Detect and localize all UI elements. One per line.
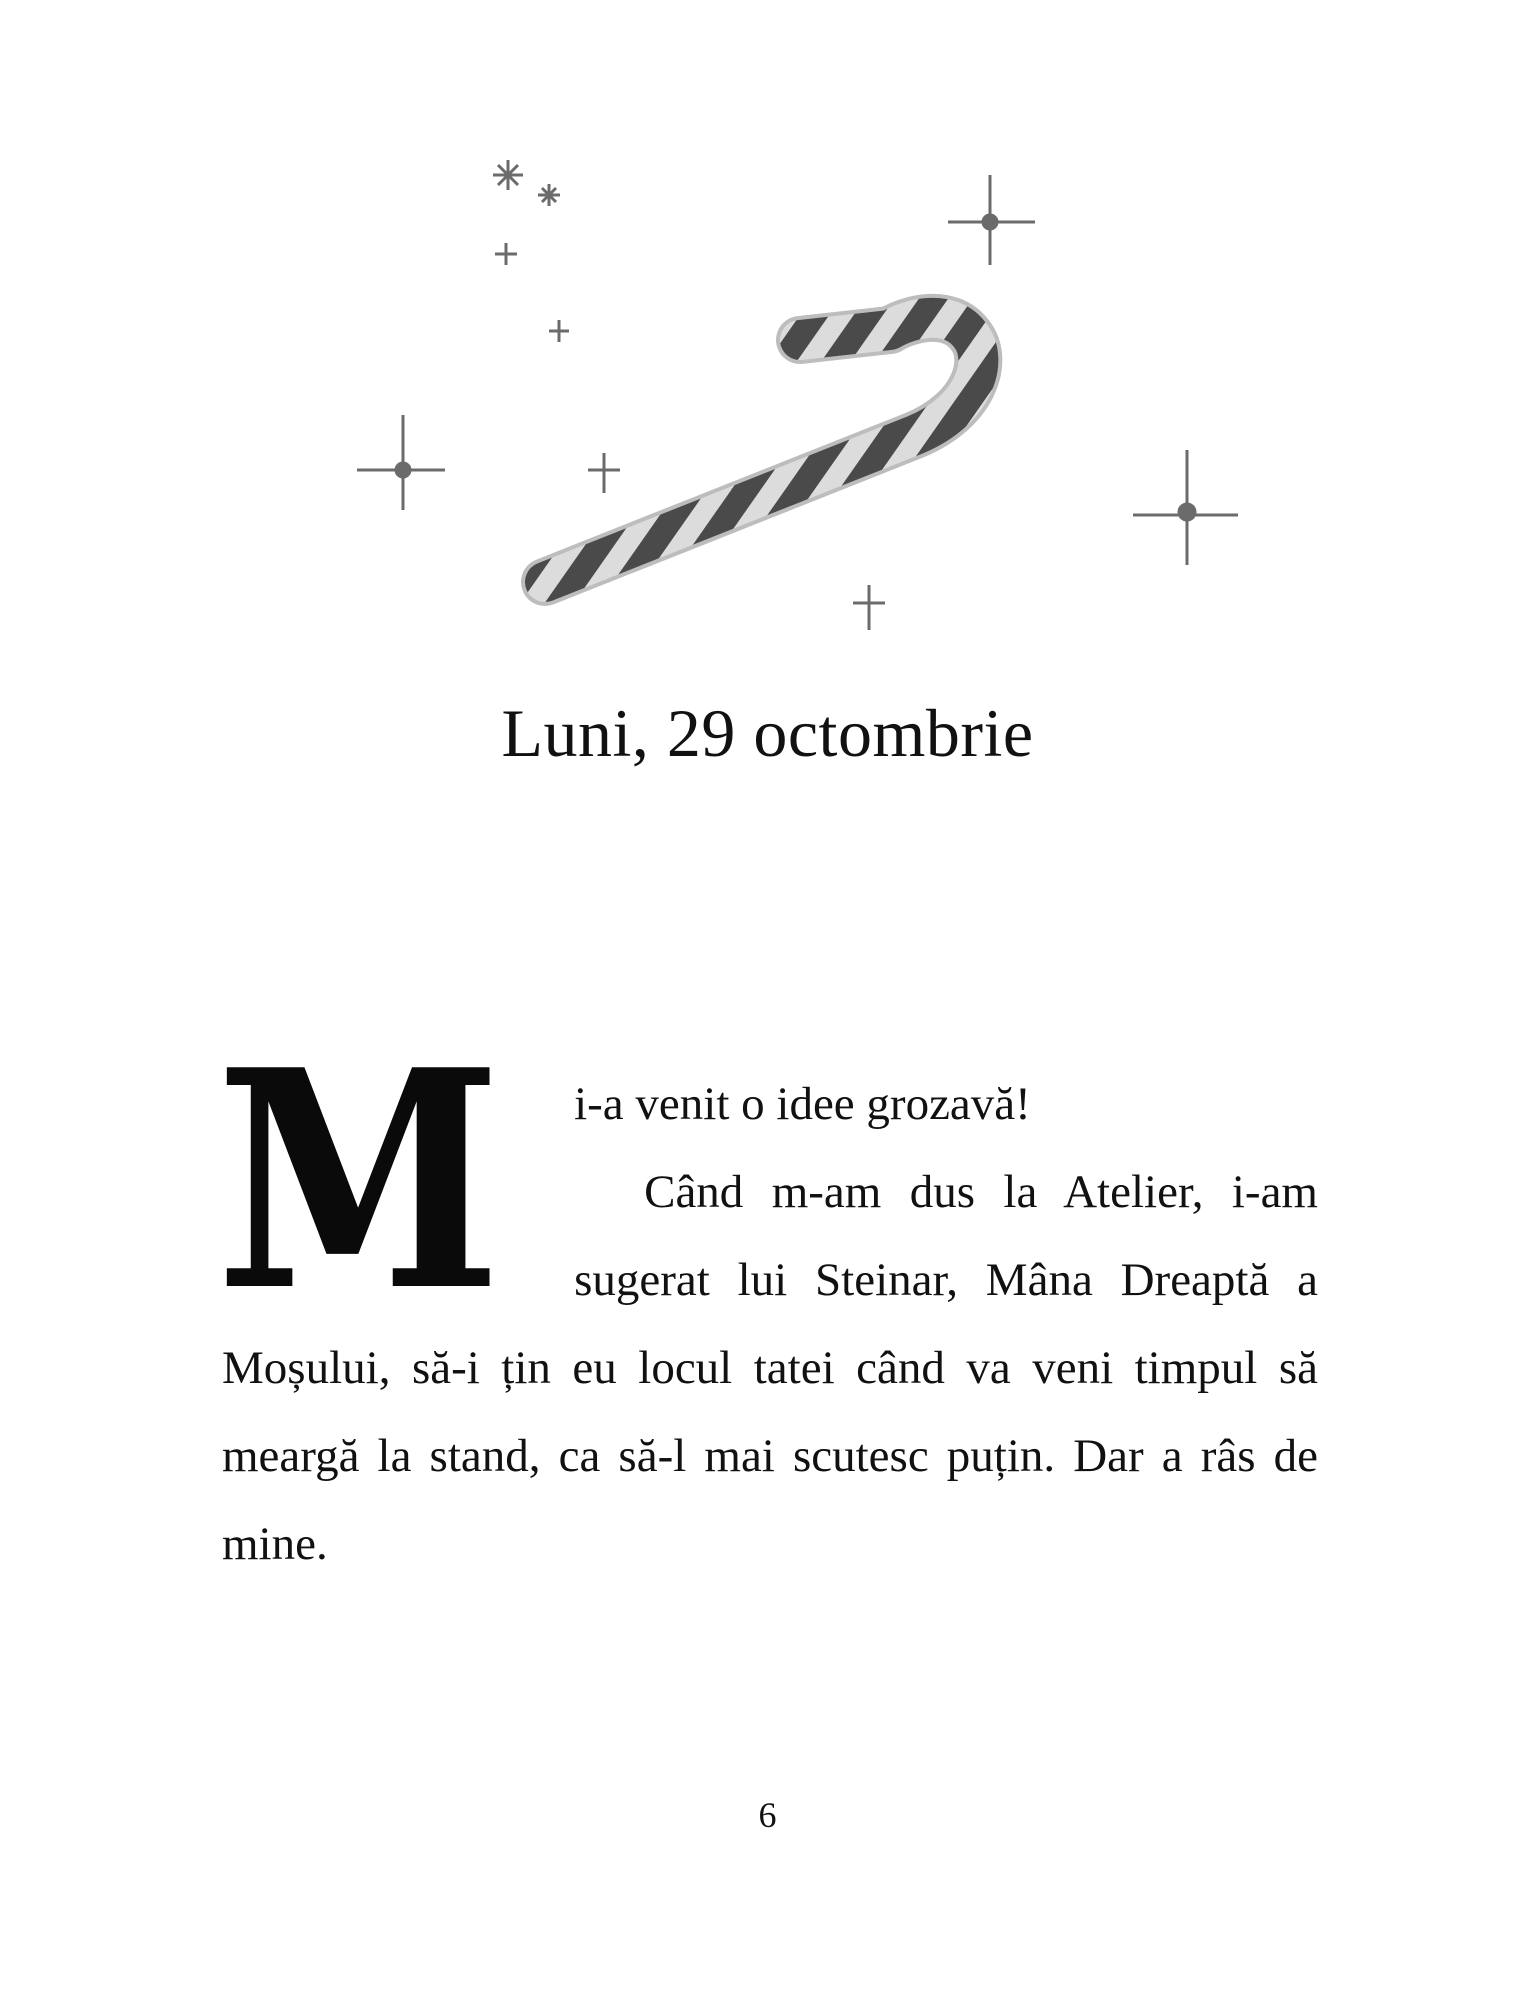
paragraph: i-a venit o idee grozavă!: [574, 1078, 1031, 1130]
small-star-icon: [853, 585, 885, 630]
candy-cane-illustration: [340, 150, 1240, 650]
chapter-title: Luni, 29 octombrie: [501, 695, 1034, 771]
small-star-icon: [588, 453, 620, 493]
sparkle-star-icon: [1133, 450, 1238, 565]
small-star-icon: [549, 320, 569, 342]
sparkle-star-icon: [948, 175, 1035, 265]
paragraph: Când m-am dus la Atelier, i-am sugerat lui Steinar, Mâna Dreaptă a Moșului, să-i țin eu locul tatei când va veni timpul să meargă la stand, ca să-l mai scutesc puțin. Dar a râs de mine.: [222, 1166, 1318, 1570]
page-number: 6: [758, 1795, 777, 1835]
drop-cap: M: [216, 1004, 502, 1357]
small-star-icon: [493, 160, 523, 190]
sparkle-star-icon: [357, 415, 445, 510]
small-star-icon: [538, 184, 560, 206]
small-star-icon: [495, 243, 517, 265]
chapter-body: [216, 1004, 1318, 1588]
candy-cane-icon: [545, 318, 978, 582]
